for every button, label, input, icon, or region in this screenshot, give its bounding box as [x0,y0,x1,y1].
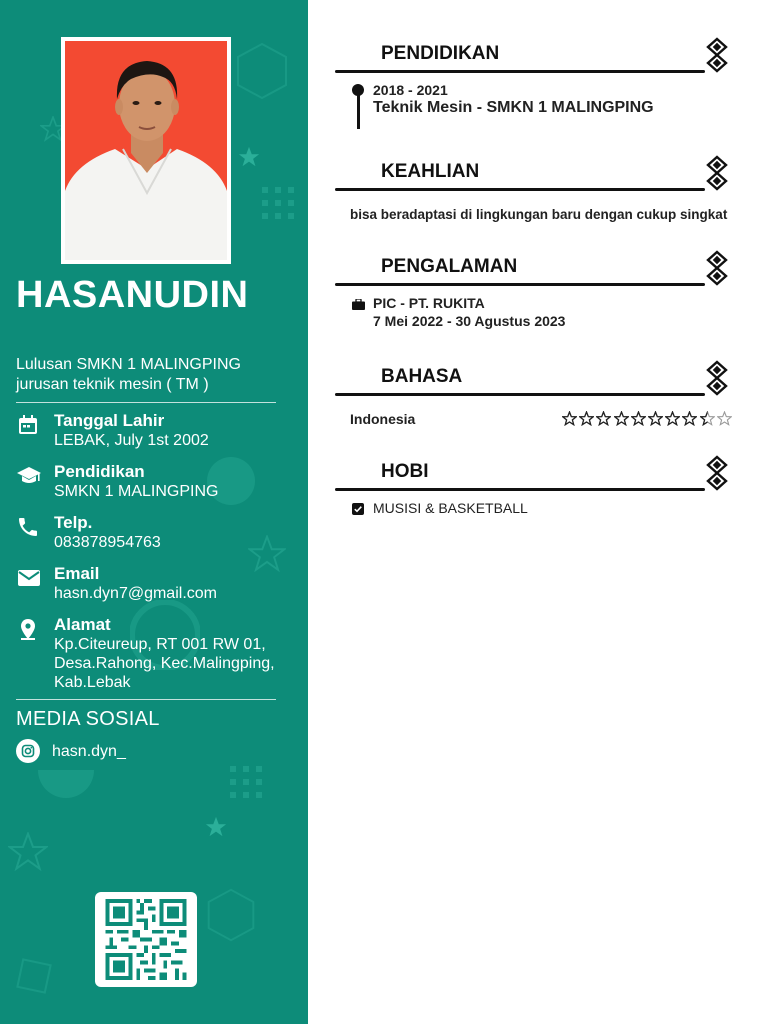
section-underline [335,70,705,73]
diamond-ornament-icon [702,155,732,191]
language-name: Indonesia [350,411,416,427]
education-label: Pendidikan [54,462,145,481]
briefcase-icon [352,297,365,308]
phone-icon [16,515,44,539]
section-title-education: PENDIDIKAN [381,43,500,64]
photo-background [65,41,227,260]
star-half-icon [700,411,715,426]
star-rated-icon [562,411,577,426]
divider [16,699,276,700]
profile-photo [61,37,231,264]
skill-item: bisa beradaptasi di lingkungan baru dengan cukup singkat [350,207,728,222]
candidate-name: HASANUDIN [16,274,249,316]
star-decoration-icon [238,146,260,168]
experience-period: 7 Mei 2022 - 30 Agustus 2023 [373,313,566,329]
language-rating [562,411,734,429]
instagram-handle[interactable]: hasn.dyn_ [52,743,126,760]
address-label: Alamat [54,615,111,634]
qr-code[interactable] [95,892,197,987]
section-title-hobby: HOBI [381,461,429,482]
star-rated-icon [614,411,629,426]
star-empty-icon [717,411,732,426]
star-rated-icon [596,411,611,426]
section-underline [335,283,705,286]
person-portrait [65,41,227,260]
diamond-ornament-icon [702,37,732,73]
birth-label: Tanggal Lahir [54,411,165,430]
checkbox-icon [352,502,364,514]
education-school: Teknik Mesin - SMKN 1 MALINGPING [373,99,654,116]
phone-value: 083878954763 [54,534,161,551]
education-value: SMKN 1 MALINGPING [54,483,219,500]
divider [16,402,276,403]
location-pin-icon [16,617,44,641]
star-rated-icon [648,411,663,426]
section-underline [335,188,705,191]
timeline-bar [357,90,360,129]
birth-value: LEBAK, July 1st 2002 [54,432,209,449]
education-year: 2018 - 2021 [373,82,448,98]
social-media-title: MEDIA SOSIAL [16,708,160,730]
diamond-ornament-icon [702,360,732,396]
star-decoration-icon [205,816,227,838]
star-outline-decoration-icon [8,832,48,872]
instagram-icon [16,739,40,763]
dots-decoration-icon [230,766,266,800]
phone-label: Telp. [54,513,93,532]
summary-line: Lulusan SMKN 1 MALINGPING [16,356,241,373]
profile-summary [16,355,286,395]
dots-decoration-icon [262,187,298,221]
section-underline [335,488,705,491]
email-label: Email [54,564,100,583]
summary-line: jurusan teknik mesin ( TM ) [16,376,209,393]
email-value[interactable]: hasn.dyn7@gmail.com [54,585,217,602]
diamond-ornament-icon [702,250,732,286]
hobby-item: MUSISI & BASKETBALL [373,500,528,516]
square-decoration-icon [14,956,54,996]
star-rated-icon [665,411,680,426]
qr-code-pattern [104,899,188,980]
star-rated-icon [631,411,646,426]
calendar-icon [16,413,44,437]
star-rated-icon [682,411,697,426]
section-title-skills: KEAHLIAN [381,161,480,182]
hexagon-decoration-icon [206,888,256,942]
envelope-icon [16,566,44,590]
address-value: Kp.Citeureup, RT 001 RW 01, Desa.Rahong, Kec.Malingping, Kab.Lebak [54,636,275,691]
graduation-cap-icon [16,464,44,488]
section-title-language: BAHASA [381,366,463,387]
hexagon-decoration-icon [236,42,288,100]
sidebar [0,0,308,1024]
star-rated-icon [579,411,594,426]
diamond-ornament-icon [702,455,732,491]
experience-role: PIC - PT. RUKITA [373,295,485,311]
section-underline [335,393,705,396]
section-title-experience: PENGALAMAN [381,256,518,277]
